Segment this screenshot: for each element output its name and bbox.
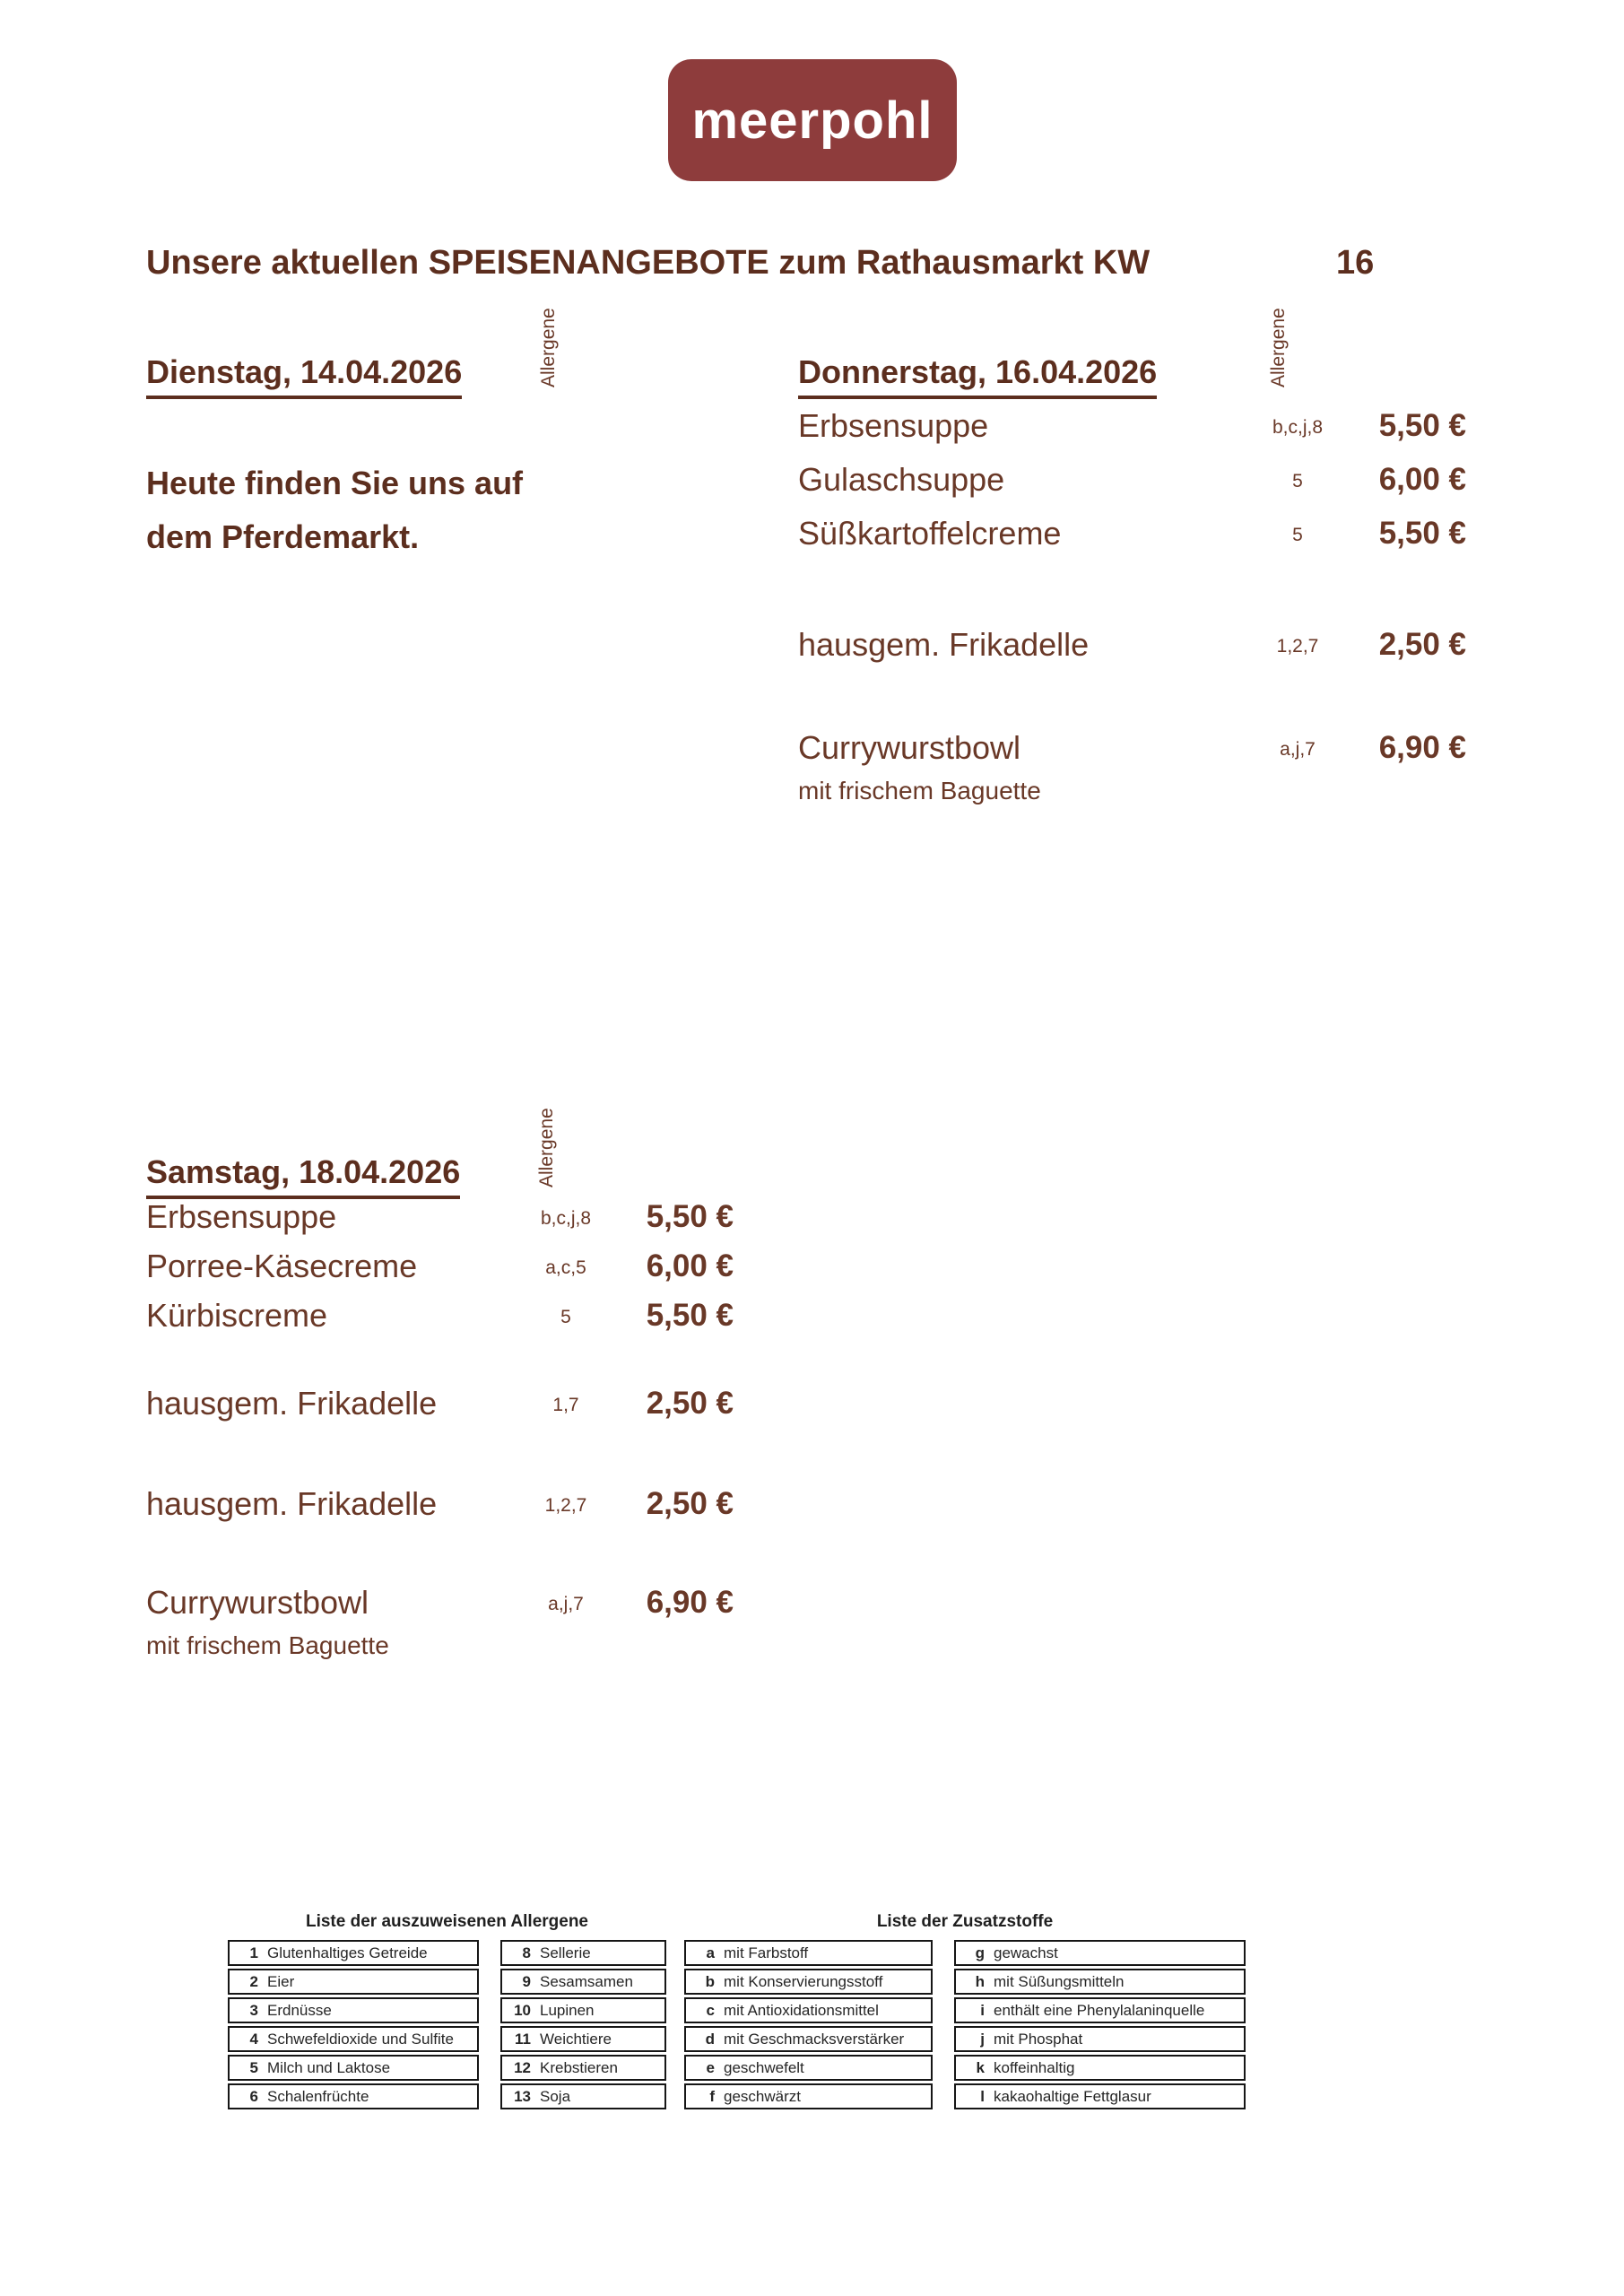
allergen-code: 3 — [249, 2001, 258, 2019]
menu-item-note: mit frischem Baguette — [146, 1631, 389, 1659]
menu-item-price: 5,50 € — [1378, 516, 1466, 551]
allergen-code: 4 — [249, 2030, 258, 2048]
allergen-row — [500, 2026, 666, 2052]
additive-code: j — [980, 2030, 985, 2048]
additive-row — [684, 1940, 933, 1966]
menu-item-name: Currywurstbowl — [146, 1584, 369, 1621]
additive-label: geschwärzt — [724, 2087, 801, 2105]
additive-label: mit Konservierungsstoff — [724, 1972, 883, 1990]
page-title: Unsere aktuellen SPEISENANGEBOTE zum Rathausmarkt KW — [146, 244, 1151, 282]
allergen-code: 12 — [514, 2058, 531, 2076]
tuesday-heading — [146, 353, 462, 391]
saturday-heading-text: Samstag, 18.04.2026 — [146, 1153, 460, 1199]
allergen-code: 10 — [514, 2001, 531, 2019]
thursday-heading-text: Donnerstag, 16.04.2026 — [798, 353, 1157, 399]
menu-item-name: hausgem. Frikadelle — [146, 1385, 438, 1422]
allergen-row — [500, 2055, 666, 2081]
additive-row — [954, 2055, 1246, 2081]
menu-item-allergens: b,c,j,8 — [1272, 417, 1324, 438]
week-number: 16 — [1336, 244, 1375, 282]
menu-item-name: Süßkartoffelcreme — [798, 515, 1062, 552]
brand-logo-text: meerpohl — [691, 91, 934, 150]
additive-row — [954, 1969, 1246, 1995]
menu-item-row — [146, 1384, 747, 1423]
additive-code: c — [706, 2001, 715, 2019]
menu-item-row — [798, 728, 1480, 768]
allergen-row — [500, 2083, 666, 2109]
menu-item-name: hausgem. Frikadelle — [798, 626, 1090, 663]
allergene-column-label-thursday: Allergene — [1268, 308, 1289, 387]
additive-label: koffeinhaltig — [994, 2058, 1075, 2076]
additive-row — [684, 2055, 933, 2081]
allergene-column-label-saturday: Allergene — [536, 1108, 557, 1187]
allergen-label: Sesamsamen — [540, 1972, 633, 1990]
allergen-label: Milch und Laktose — [267, 2058, 391, 2076]
menu-item-allergens: a,j,7 — [1280, 739, 1316, 760]
menu-item-allergens: 5 — [1292, 471, 1303, 491]
additive-code: f — [709, 2087, 715, 2105]
menu-item-name: Gulaschsuppe — [798, 461, 1005, 498]
additive-row — [954, 2026, 1246, 2052]
allergene-column-label-tuesday: Allergene — [538, 308, 559, 387]
menu-item-row — [146, 1583, 747, 1622]
allergen-row — [228, 2055, 479, 2081]
additives-table-col1 — [684, 1940, 933, 2112]
menu-item-allergens: 5 — [560, 1307, 571, 1327]
menu-item-name: Currywurstbowl — [798, 729, 1021, 766]
additive-row — [684, 1997, 933, 2023]
allergen-label: Schwefeldioxide und Sulfite — [267, 2030, 454, 2048]
allergen-list-title: Liste der auszuweisenen Allergene — [305, 1912, 588, 1931]
menu-item-name: Porree-Käsecreme — [146, 1248, 418, 1284]
additive-row — [684, 2026, 933, 2052]
additive-code: l — [980, 2087, 985, 2105]
allergen-label: Schalenfrüchte — [267, 2087, 369, 2105]
allergen-row — [228, 1969, 479, 1995]
additives-list-title: Liste der Zusatzstoffe — [876, 1912, 1054, 1931]
allergen-label: Weichtiere — [540, 2030, 612, 2048]
menu-item-price: 5,50 € — [1378, 408, 1466, 443]
additive-code: a — [706, 1944, 715, 1961]
menu-item-row — [798, 460, 1480, 500]
allergen-table-col2 — [500, 1940, 666, 2112]
menu-item-allergens: 1,2,7 — [1276, 636, 1319, 657]
allergen-row — [500, 1997, 666, 2023]
additive-label: mit Süßungsmitteln — [994, 1972, 1125, 1990]
tuesday-note-line1: Heute finden Sie uns auf — [146, 465, 524, 501]
allergen-code: 13 — [514, 2087, 531, 2105]
tuesday-note-line2: dem Pferdemarkt. — [146, 518, 420, 555]
menu-item-allergens: 5 — [1292, 525, 1303, 545]
allergen-code: 2 — [249, 1972, 258, 1990]
allergen-label: Lupinen — [540, 2001, 595, 2019]
allergen-label: Krebstieren — [540, 2058, 618, 2076]
additive-row — [954, 2083, 1246, 2109]
additive-code: h — [975, 1972, 985, 1990]
additive-label: mit Antioxidationsmittel — [724, 2001, 879, 2019]
menu-item-price: 5,50 € — [646, 1199, 734, 1234]
allergen-code: 6 — [249, 2087, 258, 2105]
menu-item-price: 6,00 € — [1378, 462, 1466, 497]
menu-item-name: Erbsensuppe — [798, 407, 989, 444]
thursday-heading — [798, 353, 1157, 391]
allergen-row — [228, 1997, 479, 2023]
menu-item-price: 2,50 € — [646, 1386, 734, 1421]
menu-item-price: 6,00 € — [646, 1248, 734, 1283]
menu-item-name: Kürbiscreme — [146, 1297, 328, 1334]
additive-label: mit Geschmacksverstärker — [724, 2030, 905, 2048]
allergen-row — [228, 2083, 479, 2109]
menu-item-row — [798, 406, 1480, 446]
saturday-heading — [146, 1153, 460, 1191]
additive-label: gewachst — [994, 1944, 1058, 1961]
allergen-label: Eier — [267, 1972, 295, 1990]
allergen-code: 9 — [522, 1972, 531, 1990]
menu-item-price: 6,90 € — [1378, 730, 1466, 765]
additives-table-col2 — [954, 1940, 1246, 2112]
allergen-row — [500, 1969, 666, 1995]
menu-item-price: 5,50 € — [646, 1298, 734, 1333]
menu-item-row — [146, 1484, 747, 1524]
allergen-row — [500, 1940, 666, 1966]
brand-logo — [668, 59, 957, 181]
additive-label: mit Farbstoff — [724, 1944, 809, 1961]
additive-code: g — [975, 1944, 985, 1961]
additive-label: geschwefelt — [724, 2058, 804, 2076]
additive-label: enthält eine Phenylalaninquelle — [994, 2001, 1205, 2019]
allergen-label: Glutenhaltiges Getreide — [267, 1944, 428, 1961]
additive-row — [954, 1997, 1246, 2023]
additive-row — [954, 1940, 1246, 1966]
allergen-label: Sellerie — [540, 1944, 591, 1961]
menu-item-row — [798, 625, 1480, 665]
allergen-code: 8 — [522, 1944, 531, 1961]
menu-item-allergens: b,c,j,8 — [540, 1208, 592, 1229]
tuesday-heading-text: Dienstag, 14.04.2026 — [146, 353, 462, 399]
menu-item-note: mit frischem Baguette — [798, 777, 1041, 804]
menu-item-allergens: a,j,7 — [548, 1594, 584, 1614]
allergen-label: Soja — [540, 2087, 571, 2105]
additive-code: i — [980, 2001, 985, 2019]
menu-item-row — [146, 1197, 747, 1237]
additive-row — [684, 2083, 933, 2109]
menu-item-name: Erbsensuppe — [146, 1198, 337, 1235]
menu-item-price: 2,50 € — [1378, 627, 1466, 662]
allergen-table-col1 — [228, 1940, 479, 2112]
additive-code: b — [705, 1972, 715, 1990]
additive-code: e — [706, 2058, 715, 2076]
allergen-row — [228, 2026, 479, 2052]
menu-item-allergens: 1,7 — [552, 1395, 579, 1415]
additive-code: d — [705, 2030, 715, 2048]
menu-item-allergens: a,c,5 — [545, 1257, 586, 1278]
menu-item-row — [146, 1247, 747, 1286]
additive-label: mit Phosphat — [994, 2030, 1083, 2048]
additive-label: kakaohaltige Fettglasur — [994, 2087, 1151, 2105]
allergen-code: 11 — [515, 2030, 531, 2048]
allergen-label: Erdnüsse — [267, 2001, 332, 2019]
allergen-code: 5 — [249, 2058, 258, 2076]
allergen-code: 1 — [249, 1944, 258, 1961]
allergen-row — [228, 1940, 479, 1966]
additive-code: k — [976, 2058, 985, 2076]
menu-item-price: 2,50 € — [646, 1486, 734, 1521]
menu-item-row — [798, 514, 1480, 553]
menu-item-price: 6,90 € — [646, 1585, 734, 1620]
menu-item-row — [146, 1296, 747, 1335]
menu-item-name: hausgem. Frikadelle — [146, 1485, 438, 1522]
menu-item-allergens: 1,2,7 — [544, 1495, 587, 1516]
additive-row — [684, 1969, 933, 1995]
